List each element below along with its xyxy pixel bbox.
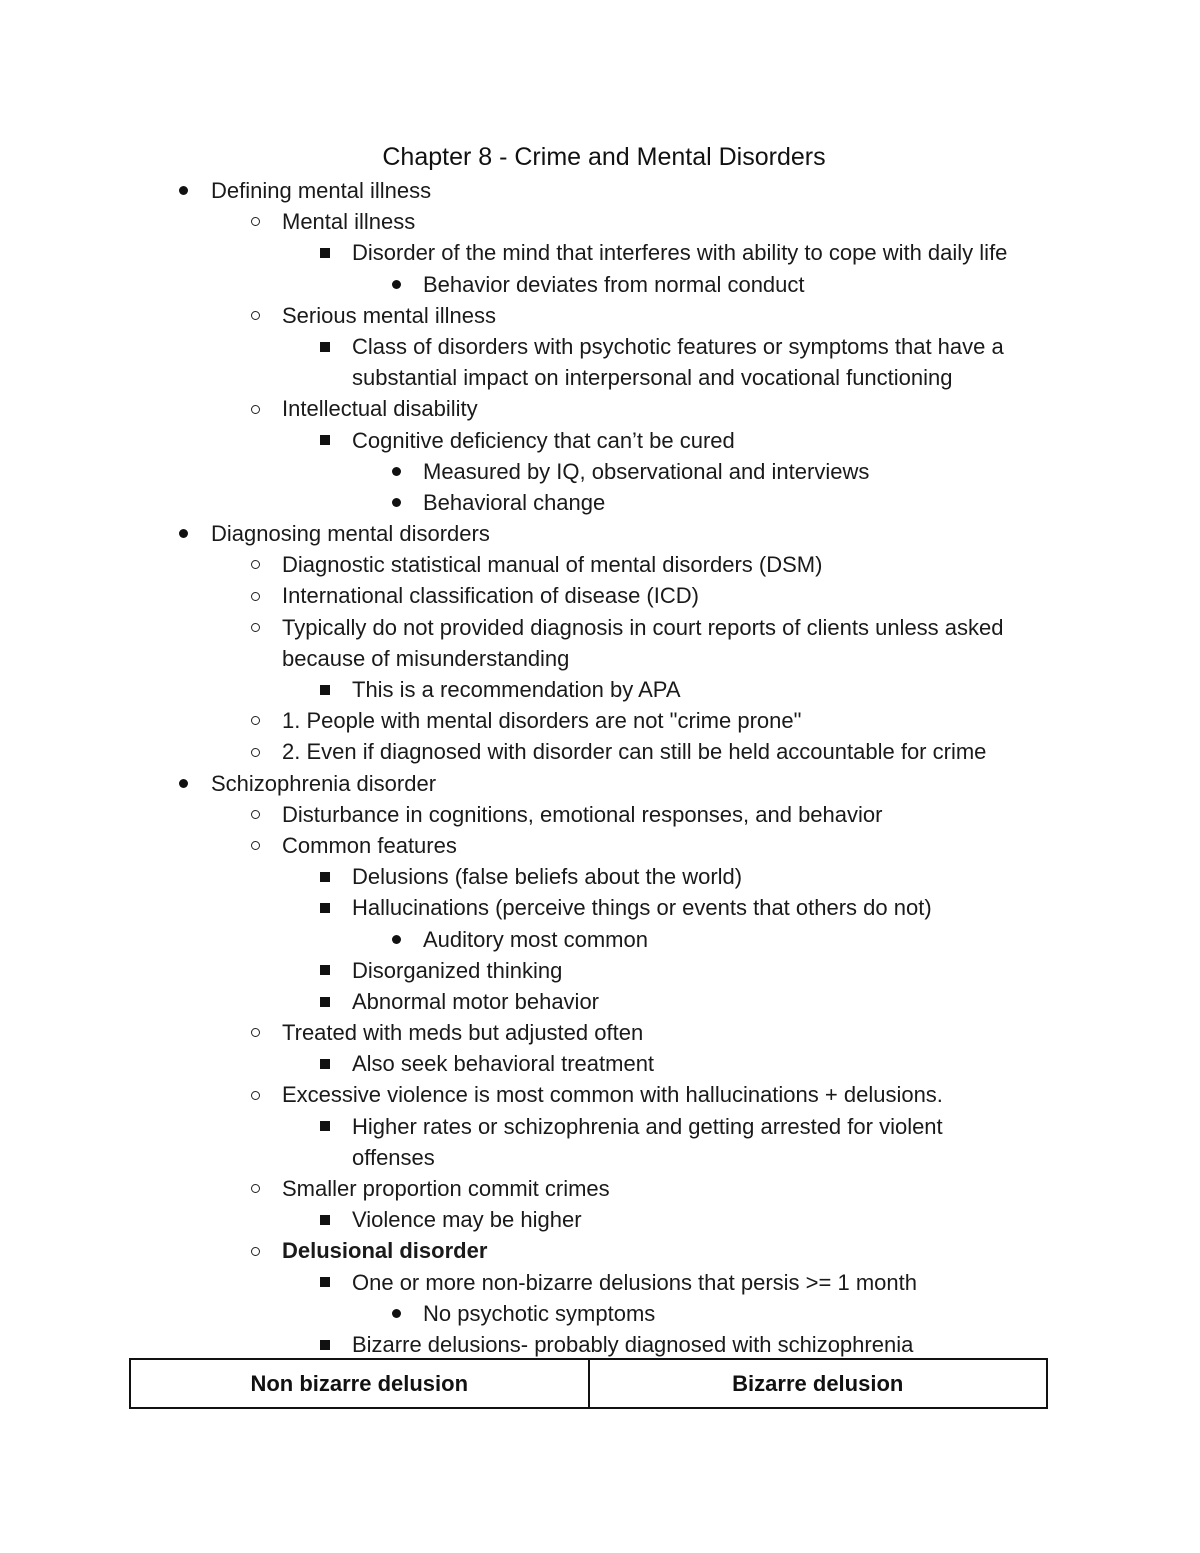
list-item (0, 1267, 1200, 1298)
list-item (0, 425, 1200, 456)
hollow-bullet-icon (245, 736, 265, 767)
square-bullet-icon (315, 1048, 335, 1079)
square-bullet-icon (315, 892, 335, 923)
square-bullet-icon (315, 237, 335, 268)
list-item-text: Higher rates or schizophrenia and getting arrested for violent offenses (352, 1113, 943, 1170)
square-bullet-icon (315, 1204, 335, 1235)
list-item-text: Hallucinations (perceive things or events that others do not) (352, 895, 932, 921)
hollow-bullet-icon (245, 1235, 265, 1266)
square-bullet-icon (315, 955, 335, 986)
list-item-text: Disorder of the mind that interferes with ability to cope with daily life (352, 240, 1008, 266)
list-item-text: Disturbance in cognitions, emotional responses, and behavior (282, 801, 883, 827)
list-item (0, 393, 1200, 424)
list-item (0, 300, 1200, 331)
list-item-text: Smaller proportion commit crimes (282, 1176, 610, 1202)
list-item (0, 924, 1200, 955)
list-item (0, 768, 1200, 799)
list-item-text: Behavior deviates from normal conduct (423, 271, 805, 297)
list-item-text: Also seek behavioral treatment (352, 1051, 655, 1077)
hollow-bullet-icon (245, 1017, 265, 1048)
list-item (0, 580, 1200, 611)
list-item (0, 1298, 1200, 1329)
list-item-text: Auditory most common (423, 926, 648, 952)
delusion-table (129, 1358, 1048, 1409)
square-bullet-icon (315, 1267, 335, 1298)
list-item-text: Diagnostic statistical manual of mental disorders (DSM) (282, 552, 823, 578)
hollow-bullet-icon (245, 580, 265, 611)
list-item (0, 1235, 1200, 1266)
list-item (0, 175, 1200, 206)
list-item-text: Intellectual disability (282, 396, 478, 422)
list-item-text: Mental illness (282, 209, 416, 235)
square-bullet-icon (315, 1329, 335, 1360)
table-header-cell: Bizarre delusion (588, 1360, 1047, 1407)
filled-bullet-icon (173, 768, 193, 799)
filled-bullet-icon (173, 175, 193, 206)
list-item-text: Behavioral change (423, 489, 606, 515)
filled-bullet-icon (386, 456, 406, 487)
list-item-text: Delusional disorder (282, 1238, 488, 1264)
hollow-bullet-icon (245, 1079, 265, 1110)
list-item-text: Schizophrenia disorder (211, 770, 437, 796)
list-item (0, 955, 1200, 986)
list-item (0, 1048, 1200, 1079)
list-item (0, 799, 1200, 830)
list-item-text: One or more non-bizarre delusions that persis >= 1 month (352, 1269, 917, 1295)
list-item-text: Disorganized thinking (352, 957, 563, 983)
list-item (0, 487, 1200, 518)
list-item-text: Common features (282, 832, 457, 858)
list-item-text: Delusions (false beliefs about the world) (352, 864, 743, 890)
list-item (0, 736, 1200, 767)
list-item (0, 986, 1200, 1017)
list-item (0, 518, 1200, 549)
list-item (0, 206, 1200, 237)
square-bullet-icon (315, 1111, 335, 1142)
hollow-bullet-icon (245, 705, 265, 736)
list-item (0, 674, 1200, 705)
hollow-bullet-icon (245, 799, 265, 830)
list-item (0, 705, 1200, 736)
list-item-text: Abnormal motor behavior (352, 988, 600, 1014)
list-item (0, 1111, 1200, 1173)
list-item (0, 269, 1200, 300)
filled-bullet-icon (386, 1298, 406, 1329)
list-item (0, 456, 1200, 487)
list-item (0, 1204, 1200, 1235)
square-bullet-icon (315, 331, 335, 362)
table-header-cell: Non bizarre delusion (250, 1370, 469, 1396)
list-item (0, 861, 1200, 892)
filled-bullet-icon (386, 269, 406, 300)
list-item-text: Serious mental illness (282, 302, 496, 328)
list-item-text: Bizarre delusions- probably diagnosed with schizophrenia (352, 1331, 914, 1357)
square-bullet-icon (315, 986, 335, 1017)
list-item-text: This is a recommendation by APA (352, 677, 681, 703)
list-item (0, 549, 1200, 580)
filled-bullet-icon (386, 924, 406, 955)
list-item (0, 892, 1200, 923)
list-item-text: Violence may be higher (352, 1207, 582, 1233)
hollow-bullet-icon (245, 393, 265, 424)
list-item (0, 1017, 1200, 1048)
list-item-text: Typically do not provided diagnosis in court reports of clients unless asked because of misunderstanding (282, 614, 1004, 671)
list-item-text: Treated with meds but adjusted often (282, 1020, 644, 1046)
list-item (0, 1173, 1200, 1204)
list-item (0, 612, 1200, 674)
hollow-bullet-icon (245, 549, 265, 580)
hollow-bullet-icon (245, 830, 265, 861)
square-bullet-icon (315, 425, 335, 456)
filled-bullet-icon (173, 518, 193, 549)
square-bullet-icon (315, 674, 335, 705)
list-item-text: 1. People with mental disorders are not "crime prone" (282, 708, 802, 734)
list-item (0, 1079, 1200, 1110)
list-item (0, 830, 1200, 861)
hollow-bullet-icon (245, 300, 265, 331)
list-item-text: Excessive violence is most common with hallucinations + delusions. (282, 1082, 943, 1108)
square-bullet-icon (315, 861, 335, 892)
hollow-bullet-icon (245, 612, 265, 643)
list-item-text: International classification of disease (ICD) (282, 583, 699, 609)
hollow-bullet-icon (245, 206, 265, 237)
page-title: Chapter 8 - Crime and Mental Disorders (382, 143, 826, 171)
list-item-text: Cognitive deficiency that can’t be cured (352, 427, 735, 453)
list-item (0, 331, 1200, 393)
list-item (0, 1329, 1200, 1360)
list-item-text: No psychotic symptoms (423, 1300, 656, 1326)
list-item (0, 237, 1200, 268)
list-item-text: 2. Even if diagnosed with disorder can still be held accountable for crime (282, 739, 987, 765)
filled-bullet-icon (386, 487, 406, 518)
list-item-text: Diagnosing mental disorders (211, 521, 490, 547)
hollow-bullet-icon (245, 1173, 265, 1204)
list-item-text: Class of disorders with psychotic features or symptoms that have a substantial impact on interpersonal and vocational functioning (352, 333, 1004, 391)
list-item-text: Measured by IQ, observational and interviews (423, 458, 870, 484)
outline-list (0, 175, 1200, 1360)
list-item-text: Defining mental illness (211, 178, 432, 203)
